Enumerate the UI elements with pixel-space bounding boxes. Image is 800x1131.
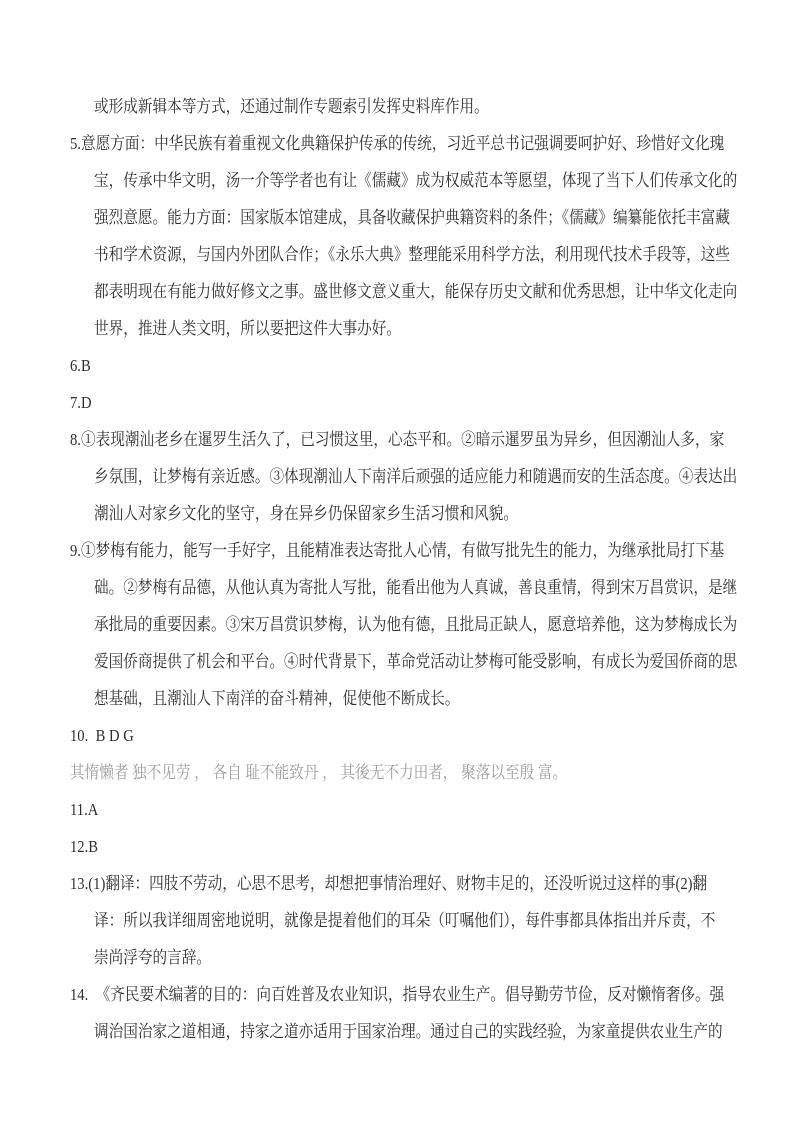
answer-line: 或形成新辑本等方式，还通过制作专题索引发挥史料库作用。 bbox=[94, 97, 489, 116]
answer-lines bbox=[0, 88, 800, 1050]
answer-line: 潮汕人对家乡文化的坚守，身在异乡仍保留家乡生活习惯和风貌。 bbox=[94, 504, 518, 523]
answer-line: 都表明现在有能力做好修文之事。盛世修文意义重大，能保存历史文献和优秀思想，让中华文化走向 bbox=[94, 282, 738, 301]
answer-line: 14. 《齐民要术编著的目的：向百姓普及农业知识，指导农业生产。倡导勤劳节俭，反对懒惰奢侈。强 bbox=[70, 985, 725, 1004]
answer-line: 13.(1)翻译：四肢不劳动，心思不思考，却想把事情治理好、财物丰足的，还没听说过这样的事(2)翻 bbox=[70, 874, 708, 893]
answer-line: 11.A bbox=[70, 800, 99, 819]
answer-line: 6.B bbox=[70, 356, 91, 375]
answer-line: 调治国治家之道相通，持家之道亦适用于国家治理。通过自己的实践经验，为家童提供农业生产的 bbox=[94, 1022, 723, 1041]
answer-line: 宝，传承中华文明，汤一介等学者也有让《儒藏》成为权威范本等愿望，体现了当下人们传承文化的 bbox=[94, 171, 738, 190]
answer-line: 7.D bbox=[70, 393, 92, 412]
answer-line: 5.意愿方面：中华民族有着重视文化典籍保护传承的传统，习近平总书记强调要呵护好、珍惜好文化瑰 bbox=[70, 134, 725, 153]
answer-line: 承批局的重要因素。③宋万昌赏识梦梅，认为他有德，且批局正缺人，愿意培养他，这为梦梅成长为 bbox=[94, 615, 738, 634]
answer-line: 崇尚浮夸的言辞。 bbox=[94, 948, 211, 967]
answer-line: 译：所以我详细周密地说明，就像是提着他们的耳朵（叮嘱他们），每件事都具体指出并斥责，不 bbox=[94, 911, 716, 930]
answer-line: 想基础，且潮汕人下南洋的奋斗精神，促使他不断成长。 bbox=[94, 689, 460, 708]
answer-line: 础。②梦梅有品德，从他认真为寄批人写批，能看出他为人真诚，善良重情，得到宋万昌赏识，是继 bbox=[94, 578, 738, 597]
answer-line: 书和学术资源，与国内外团队合作；《永乐大典》整理能采用科学方法，利用现代技术手段等，这些 bbox=[94, 245, 730, 264]
answer-line: 强烈意愿。能力方面：国家版本馆建成，具备收藏保护典籍资料的条件；《儒藏》编纂能依托丰富藏 bbox=[94, 208, 730, 227]
answer-line: 10. B D G bbox=[70, 726, 134, 745]
answer-line: 世界，推进人类文明，所以要把这件大事办好。 bbox=[94, 319, 402, 338]
answer-line: 其惰懒者 独不见劳 ， 各自 耻不能致丹 ， 其後无不力田者， 聚落以至殷 富。 bbox=[70, 763, 568, 782]
answer-line: 12.B bbox=[70, 837, 99, 856]
answer-line: 8.①表现潮汕老乡在暹罗生活久了，已习惯这里，心态平和。②暗示暹罗虽为异乡，但因潮汕人多，家 bbox=[70, 430, 725, 449]
answer-line: 乡氛围，让梦梅有亲近感。③体现潮汕人下南洋后顽强的适应能力和随遇而安的生活态度。④表达出 bbox=[94, 467, 738, 486]
answer-line: 爱国侨商提供了机会和平台。④时代背景下，革命党活动让梦梅可能受影响，有成长为爱国侨商的思 bbox=[94, 652, 738, 671]
answer-line: 9.①梦梅有能力，能写一手好字，且能精准表达寄批人心情，有做写批先生的能力，为继承批局打下基 bbox=[70, 541, 725, 560]
